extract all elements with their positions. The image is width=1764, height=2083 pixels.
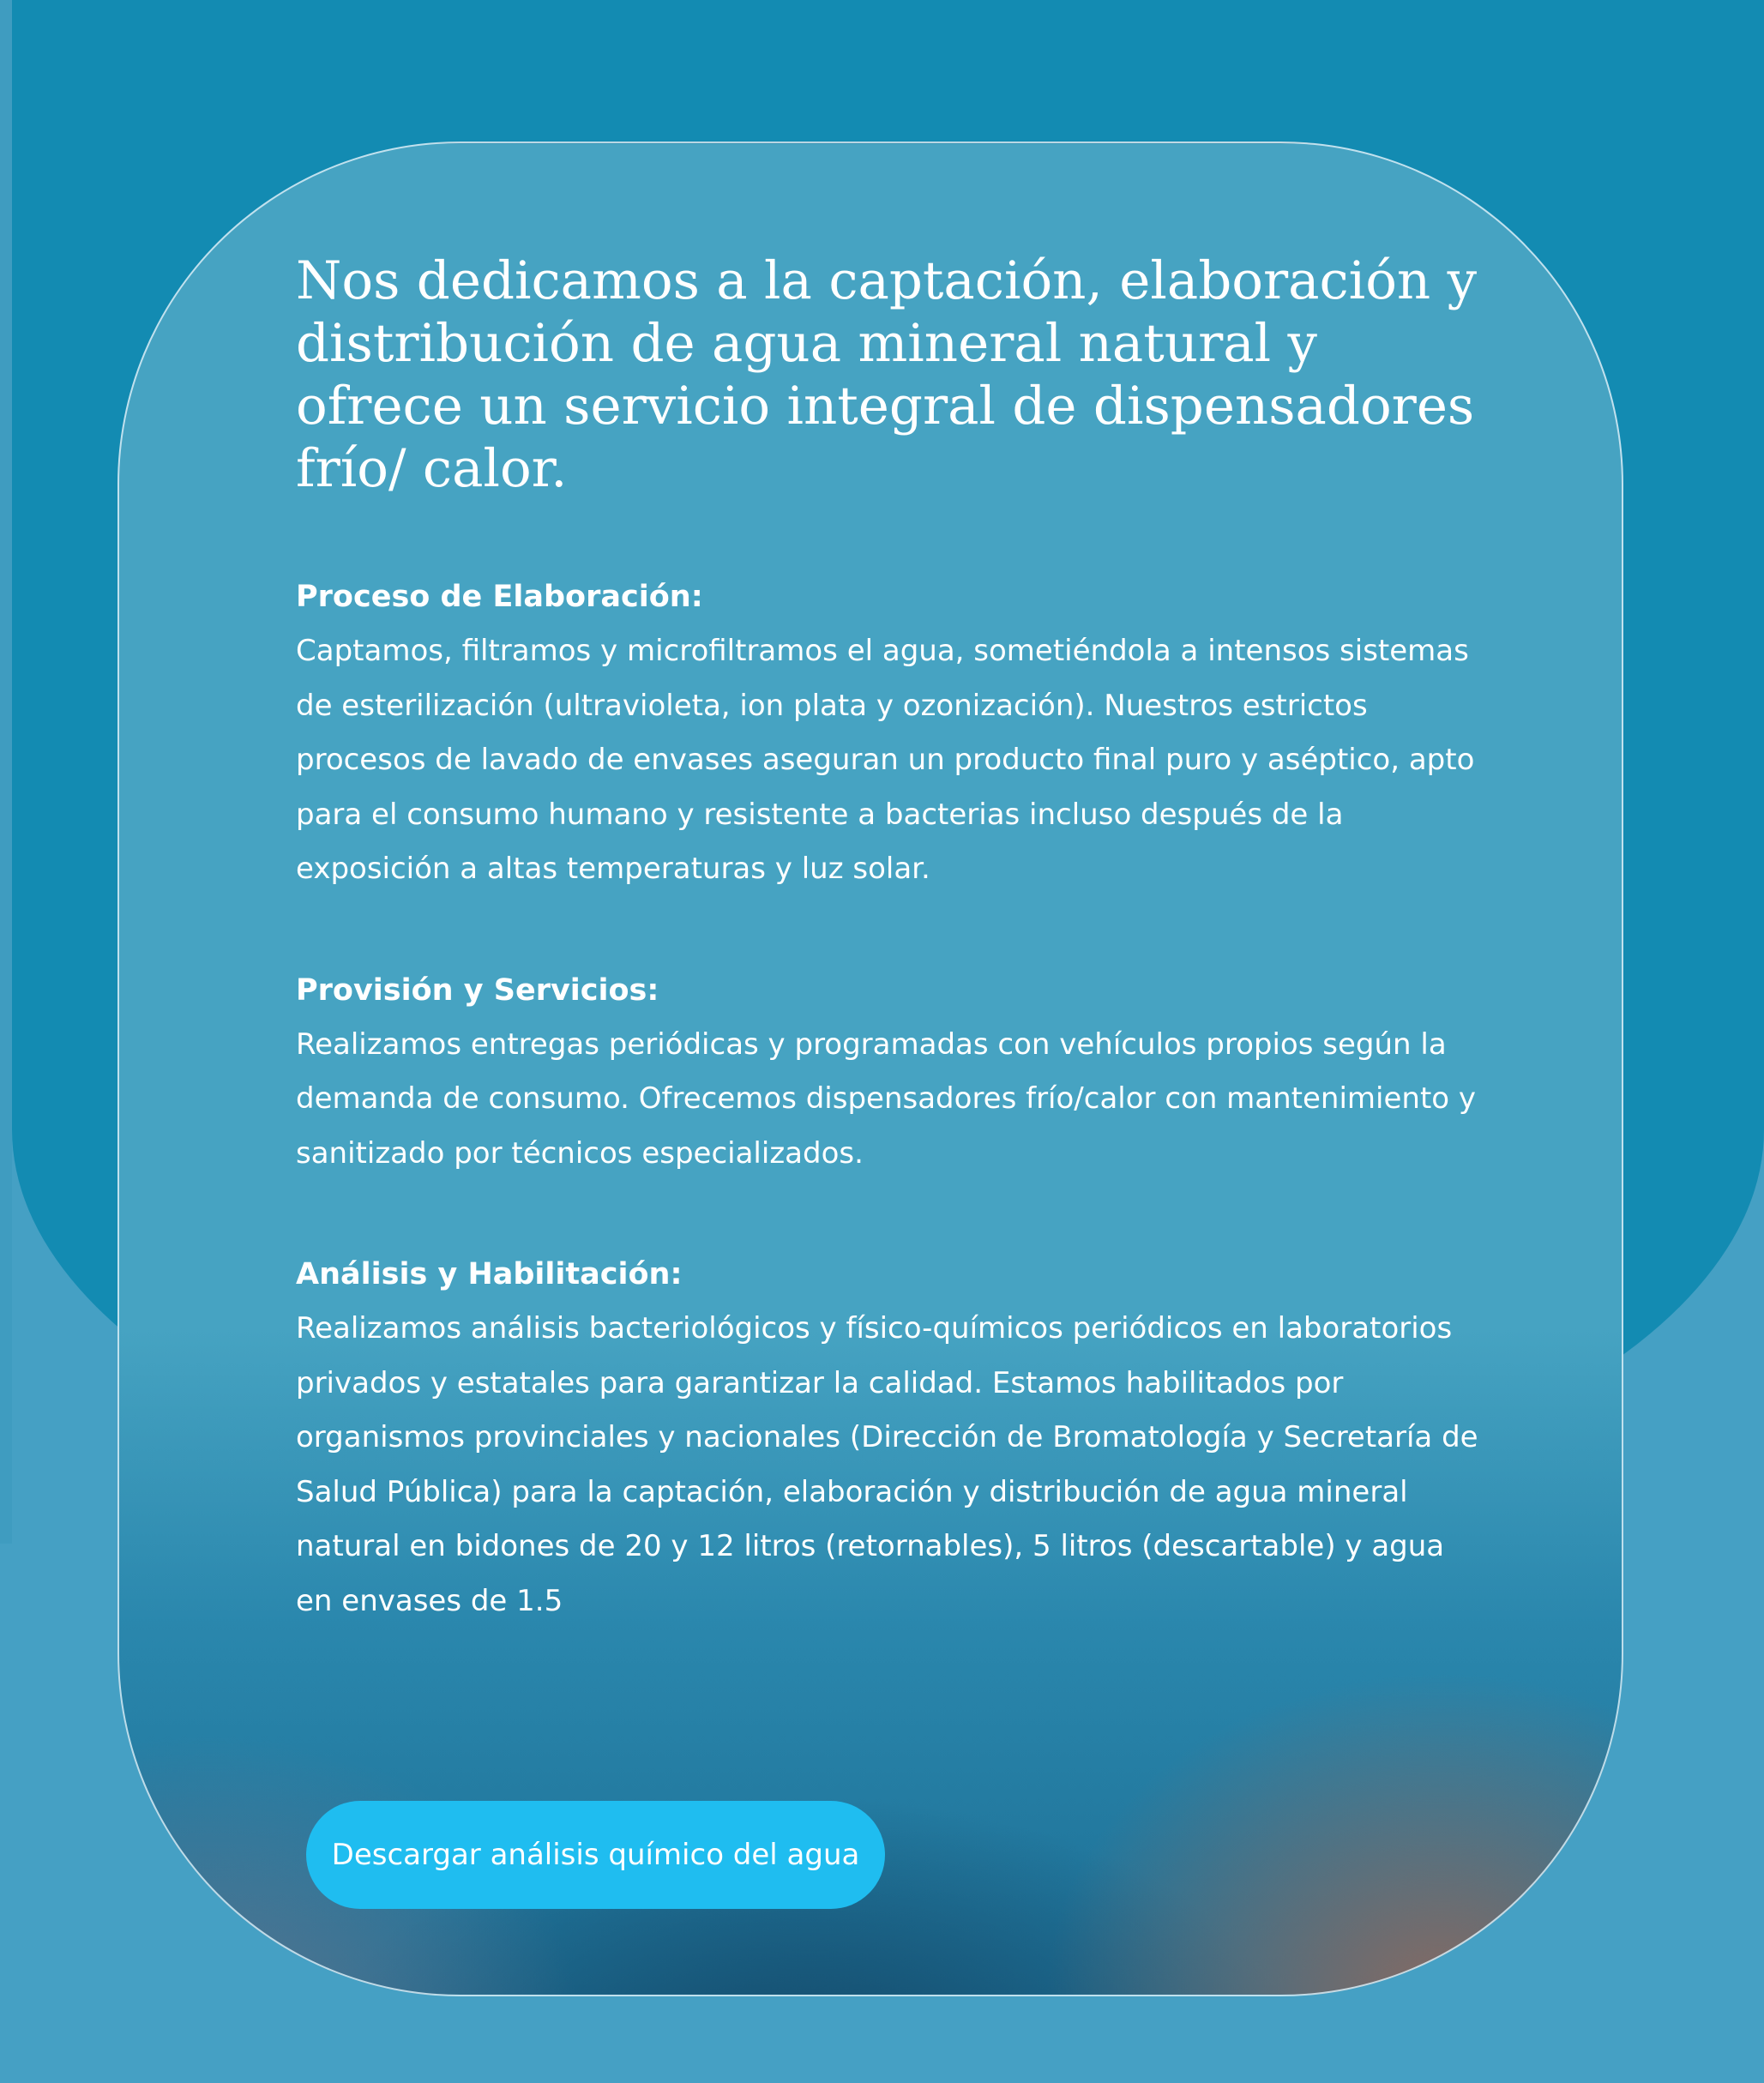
section-title: Análisis y Habilitación: xyxy=(296,1257,683,1291)
section-title: Proceso de Elaboración: xyxy=(296,580,703,614)
background-left-strip xyxy=(0,0,12,1544)
section-title: Provisión y Servicios: xyxy=(296,972,659,1008)
section-body: Realizamos entregas periódicas y programadas con vehículos propios según la demanda de consumo. Ofrecemos dispensadores frío/calor con mantenimiento y sanitizado por técnicos especializados. xyxy=(296,1026,1477,1171)
info-content xyxy=(296,250,1479,1628)
section-body: Realizamos análisis bacteriológicos y físico-químicos periódicos en laboratorios privados y estatales para garantizar la calidad. Estamos habilitados por organismos provinciales y nacionales (Dirección de Bromatología y Secretaría de Salud Pública) para la captación, elaboración y distribución de agua mineral natural en bidones de 20 y 12 litros (retornables), 5 litros (descartable) y agua en envases de 1.5 xyxy=(296,1311,1478,1618)
section-body: Captamos, filtramos y microfiltramos el agua, sometiéndola a intensos sistemas de esterilización (ultravioleta, ion plata y ozonización). Nuestros estrictos procesos de lavado de envases aseguran un producto final puro y aséptico, apto para el consumo humano y resistente a bacterias incluso después de la exposición a altas temperaturas y luz solar. xyxy=(296,634,1475,886)
info-card xyxy=(117,141,1623,1996)
section-analisis xyxy=(296,1248,1479,1628)
section-provision xyxy=(296,964,1479,1182)
intro-heading: Nos dedicamos a la captación, elaboración y distribución de agua mineral natural y ofrece un servicio integral de dispensadores frío/ calor. xyxy=(296,250,1478,499)
section-elaboracion xyxy=(296,570,1479,897)
download-analysis-button[interactable]: Descargar análisis químico del agua xyxy=(306,1801,885,1909)
